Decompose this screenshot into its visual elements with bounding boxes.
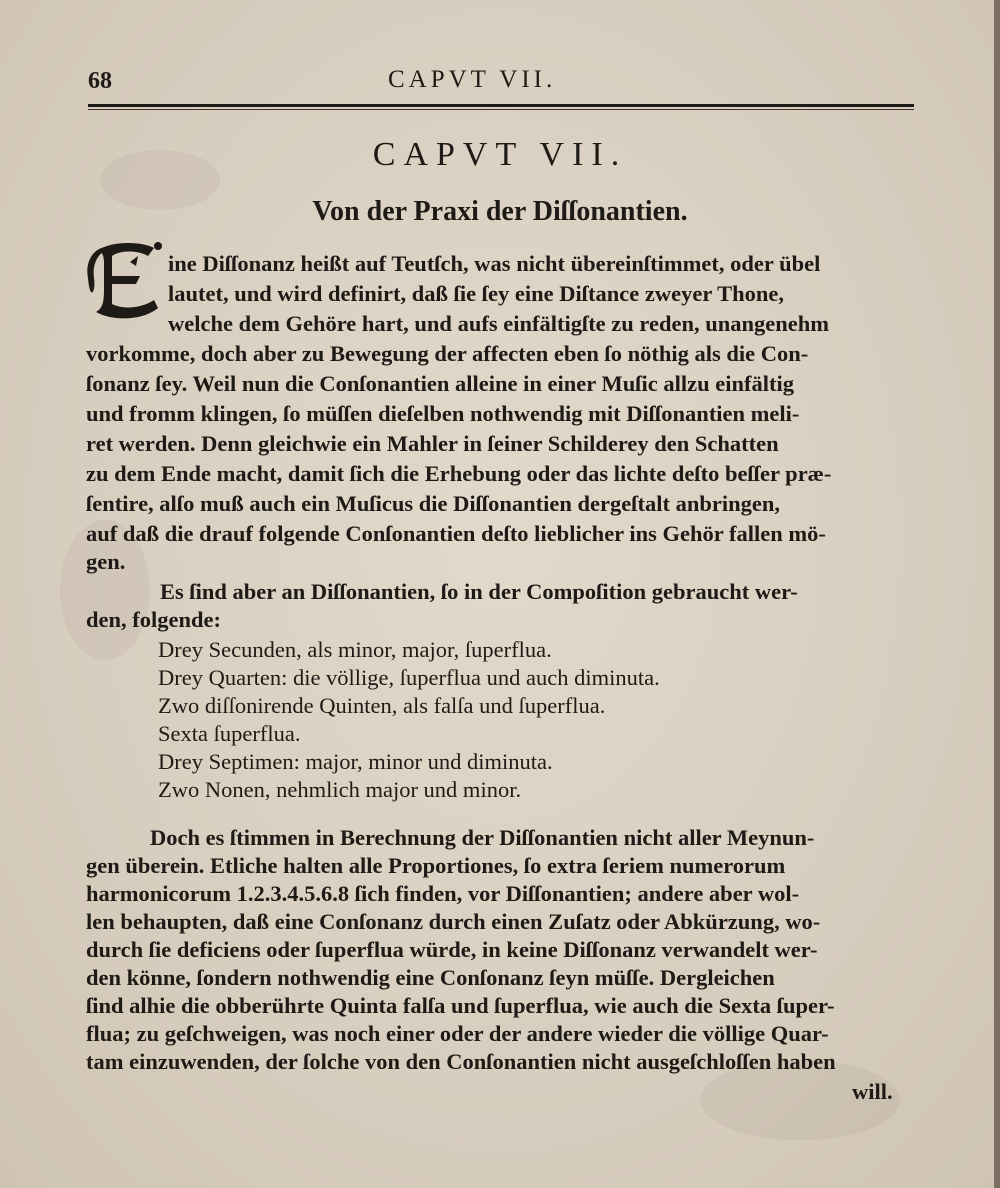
running-head [88,64,918,100]
svg-text:E: E [84,223,96,242]
paragraph3-line-8: flua; zu geſchweigen, was noch einer oder der andere wieder die völlige Quar- [86,1021,829,1046]
header-rule-thin [88,109,914,110]
paragraph1-line-8: zu dem Ende macht, damit ſich die Erhebung oder das lichte deſto beſſer præ- [86,461,832,486]
paragraph1-line-4: vorkomme, doch aber zu Bewegung der affecten eben ſo nöthig als die Con- [86,341,809,366]
paragraph1-line-1: ine Diſſonanz heißt auf Teutſch, was nicht übereinſtimmet, oder übel [168,251,821,276]
paragraph2-line-2: den, folgende: [86,607,221,632]
dissonance-list-item: Zwo diſſonirende Quinten, als falſa und ſuperflua. [158,693,606,718]
paragraph3-line-3: harmonicorum 1.2.3.4.5.6.8 ſich finden, vor Diſſonantien; andere aber wol- [86,881,800,906]
paragraph1-line-3: welche dem Gehöre hart, und aufs einfältigſte zu reden, unangenehm [168,311,830,336]
paragraph1-line-10: auf daß die drauf folgende Conſonantien deſto lieblicher ins Gehör fallen mö- [86,521,826,546]
paragraph3-line-1: Doch es ſtimmen in Berechnung der Diſſonantien nicht aller Meynun- [150,825,815,850]
paragraph3-line-2: gen überein. Etliche halten alle Proportiones, ſo extra ſeriem numerorum [86,853,786,878]
paragraph3-line-5: durch ſie deficiens oder ſuperflua würde, in keine Diſſonanz verwandelt wer- [86,937,818,962]
page-edge-shadow [994,0,1000,1188]
paragraph3-line-10: will. [852,1079,893,1104]
chapter-title: CAPVT VII. [372,136,628,173]
running-title: CAPVT VII. [388,66,557,93]
dissonance-list-item: Zwo Nonen, nehmlich major und minor. [158,777,522,802]
paragraph1-line-9: ſentire, alſo muß auch ein Muſicus die Diſſonantien dergeſtalt anbringen, [86,491,780,516]
paragraph2-line-1: Es ſind aber an Diſſonantien, ſo in der Compoſition gebraucht wer- [160,579,798,604]
paragraph1-line-7: ret werden. Denn gleichwie ein Mahler in ſeiner Schilderey den Schatten [86,431,779,456]
paragraph3-line-9: tam einzuwenden, der ſolche von den Conſonantien nicht ausgeſchloſſen haben [86,1049,836,1074]
chapter-subtitle: Von der Praxi der Diſſonantien. [312,196,688,227]
dissonance-list-item: Drey Septimen: major, minor und diminuta. [158,749,553,774]
page-number: 68 [88,68,112,94]
paragraph3-line-7: ſind alhie die obberührte Quinta falſa und ſuperflua, wie auch die Sexta ſuper- [86,993,835,1018]
dissonance-list-item: Sexta ſuperflua. [158,721,301,746]
paragraph3-line-6: den könne, ſondern nothwendig eine Conſonanz ſeyn müſſe. Dergleichen [86,965,775,990]
decorated-initial-E [84,223,168,322]
dissonance-list-item: Drey Secunden, als minor, major, ſuperflua. [158,637,552,662]
paragraph3-line-4: len behaupten, daß eine Conſonanz durch einen Zuſatz oder Abkürzung, wo- [86,909,821,934]
paragraph1-line-6: und fromm klingen, ſo müſſen dieſelben nothwendig mit Diſſonantien meli- [86,401,800,426]
paragraph1-line-5: ſonanz ſey. Weil nun die Conſonantien alleine in einer Muſic allzu einfältig [86,371,794,396]
paragraph1-line-11: gen. [86,549,126,574]
paragraph1-line-2: lautet, und wird definirt, daß ſie ſey eine Diſtance zweyer Thone, [168,281,785,306]
header-rule [88,104,914,107]
dissonance-list-item: Drey Quarten: die völlige, ſuperflua und auch diminuta. [158,665,660,690]
